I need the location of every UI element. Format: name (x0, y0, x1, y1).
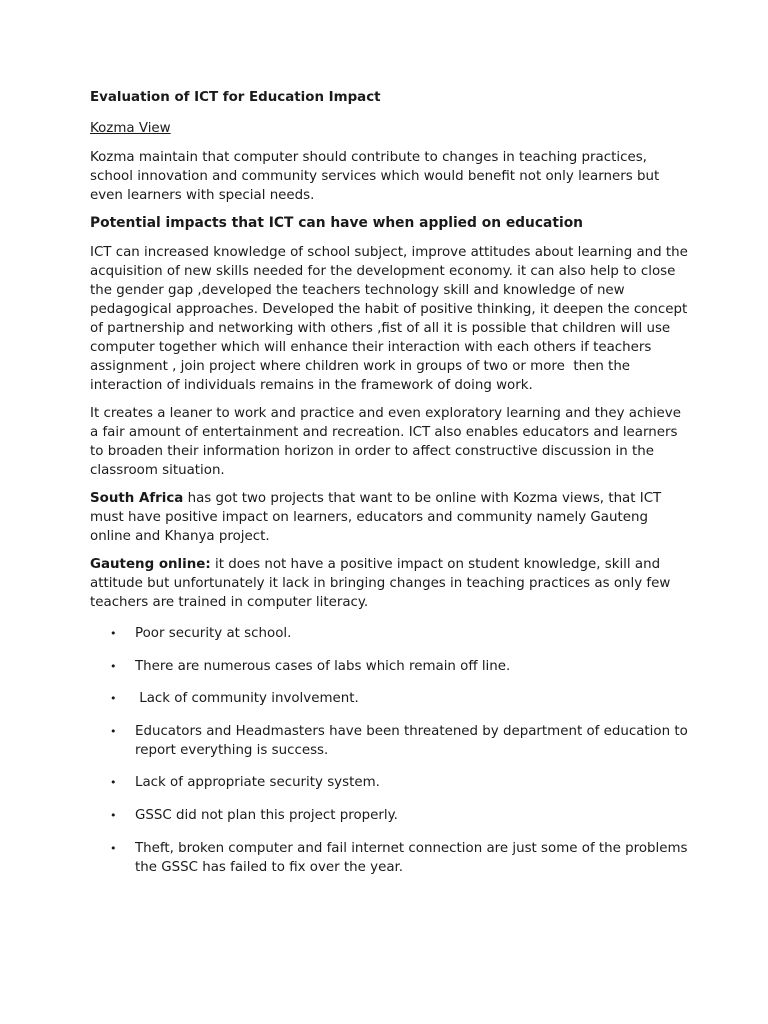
bullet-icon: • (110, 692, 117, 706)
impacts-paragraph: ICT can increased knowledge of school subject, improve attitudes about learning and the acquisition of new skills needed for the development economy. it can also help to close the gender gap ,developed the teachers technology skill and knowledge of new pedagogical approaches. Developed the habit of positive thinking, it deepen the concept of partnership and networking with others ,fist of all it is possible that children will use computer together which will enhance their interaction with each others if teachers assignment , join project where children work in groups of two or more then the interaction of individuals remains in the framework of doing work. (90, 245, 693, 393)
list-item-text: Lack of community involvement. (135, 691, 359, 707)
problems-bullet-list (90, 624, 693, 877)
list-item-text: Theft, broken computer and fail internet connection are just some of the problems the GSSC has failed to fix over the year. (135, 840, 692, 875)
bullet-icon: • (110, 724, 117, 738)
gauteng-lead: Gauteng online: (90, 557, 211, 572)
gauteng-text: it does not have a positive impact on student knowledge, skill and attitude but unfortunately it lack in bringing changes in teaching practices as only few teachers are trained in computer literacy. (90, 557, 675, 610)
south-africa-text: has got two projects that want to be online with Kozma views, that ICT must have positive impact on learners, educators and community namely Gauteng online and Khanya project. (90, 491, 666, 544)
list-item (110, 722, 693, 760)
list-item-text: Educators and Headmasters have been threatened by department of education to report everything is success. (135, 723, 693, 758)
list-item-text: There are numerous cases of labs which remain off line. (135, 658, 511, 674)
list-item-text: Poor security at school. (135, 626, 292, 641)
bullet-icon: • (110, 659, 117, 673)
document-page (90, 88, 693, 890)
bullet-icon: • (110, 841, 117, 855)
bullet-icon: • (110, 776, 117, 790)
list-item (110, 773, 690, 792)
section-subheading-kozma-view: Kozma View (90, 121, 171, 136)
list-item-text: GSSC did not plan this project properly. (135, 807, 398, 823)
bullet-icon: • (110, 808, 117, 822)
list-item (110, 689, 690, 708)
list-item (110, 624, 690, 643)
section-heading-potential-impacts: Potential impacts that ICT can have when applied on education (90, 215, 583, 231)
gauteng-paragraph (90, 555, 690, 612)
intro-paragraph: Kozma maintain that computer should contribute to changes in teaching practices, school innovation and community services which would benefit not only learners but even learners with special needs. (90, 150, 664, 203)
list-item (110, 806, 690, 825)
learning-paragraph: It creates a leaner to work and practice and even exploratory learning and they achieve a fair amount of entertainment and recreation. ICT also enables educators and learners to broaden their information horizon in order to affect constructive discussion in the classroom situation. (90, 406, 686, 478)
south-africa-paragraph (90, 489, 690, 546)
bullet-icon: • (110, 627, 117, 640)
list-item (110, 839, 690, 877)
south-africa-lead: South Africa (90, 491, 184, 506)
document-title: Evaluation of ICT for Education Impact (90, 90, 381, 105)
list-item-text: Lack of appropriate security system. (135, 775, 380, 791)
list-item (110, 657, 690, 676)
